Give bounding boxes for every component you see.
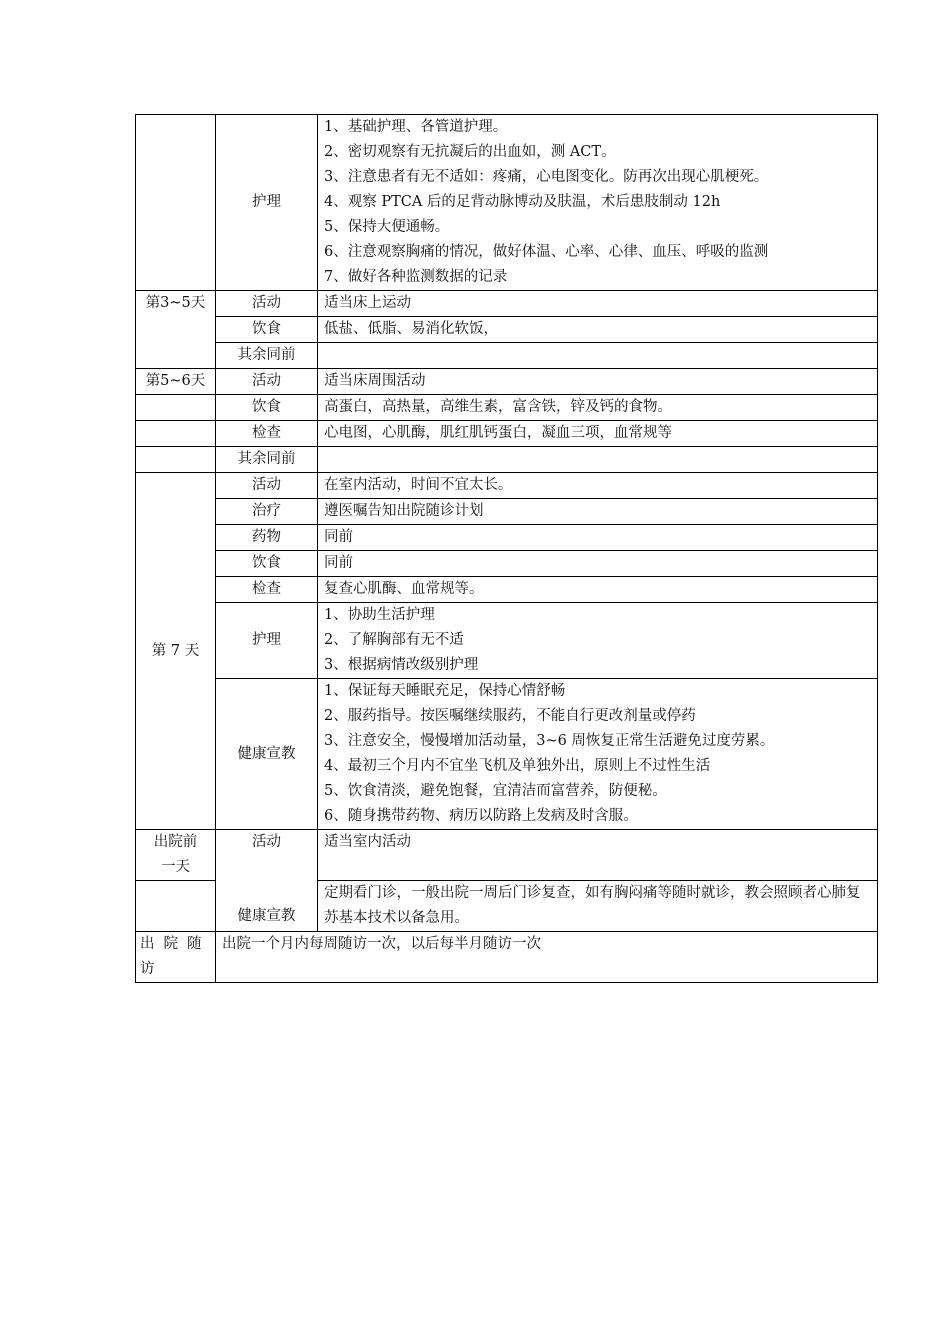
list-item: 3、根据病情改级别护理 bbox=[324, 657, 479, 673]
medication-content: 同前 bbox=[318, 525, 878, 551]
day-cell-empty bbox=[136, 447, 216, 473]
list-item: 5、保持大便通畅。 bbox=[324, 219, 450, 235]
health-education-content bbox=[318, 679, 878, 830]
table-row bbox=[136, 395, 878, 421]
activity-content: 适当床周围活动 bbox=[318, 369, 878, 395]
item-rest-same: 其余同前 bbox=[216, 447, 318, 473]
item-nursing: 护理 bbox=[216, 115, 318, 291]
day-label-line: 一天 bbox=[161, 859, 190, 875]
list-item: 2、了解胸部有无不适 bbox=[324, 632, 464, 648]
table-row bbox=[136, 525, 878, 551]
diet-content: 低盐、低脂、易消化软饭， bbox=[318, 317, 878, 343]
treatment-content: 遵医嘱告知出院随诊计划 bbox=[318, 499, 878, 525]
day-3-5: 第3~5天 bbox=[136, 291, 216, 369]
item-diet: 饮食 bbox=[216, 551, 318, 577]
table-row bbox=[136, 679, 878, 830]
item-activity: 活动 bbox=[216, 369, 318, 395]
activity-content: 适当床上运动 bbox=[318, 291, 878, 317]
list-item: 5、饮食清淡，避免饱餐，宜清洁而富营养，防便秘。 bbox=[324, 783, 667, 799]
items-cell bbox=[216, 830, 318, 932]
day-label-line: 出院前 bbox=[153, 834, 198, 850]
table-row bbox=[136, 447, 878, 473]
day-cell-empty bbox=[136, 421, 216, 447]
item-activity: 活动 bbox=[216, 291, 318, 317]
table-row bbox=[136, 291, 878, 317]
table-row bbox=[136, 603, 878, 679]
list-item: 3、注意安全，慢慢增加活动量，3~6 周恢复正常生活避免过度劳累。 bbox=[324, 733, 775, 749]
table-row bbox=[136, 499, 878, 525]
item-treatment: 治疗 bbox=[216, 499, 318, 525]
diet-content: 高蛋白，高热量，高维生素，富含铁，锌及钙的食物。 bbox=[318, 395, 878, 421]
list-item: 2、密切观察有无抗凝后的出血如，测 ACT。 bbox=[324, 144, 616, 160]
list-item: 1、协助生活护理 bbox=[324, 607, 435, 623]
table-row bbox=[136, 473, 878, 499]
check-content: 心电图，心肌酶，肌红肌钙蛋白，凝血三项，血常规等 bbox=[318, 421, 878, 447]
day-before-discharge bbox=[136, 830, 216, 881]
day-label-line: 访 bbox=[140, 961, 155, 977]
care-pathway-table bbox=[135, 114, 878, 983]
list-item: 6、注意观察胸痛的情况，做好体温、心率、心律、血压、呼吸的监测 bbox=[324, 244, 769, 260]
item-nursing: 护理 bbox=[216, 603, 318, 679]
table-row bbox=[136, 551, 878, 577]
table-row bbox=[136, 369, 878, 395]
list-item: 1、保证每天睡眠充足，保持心情舒畅 bbox=[324, 683, 566, 699]
table-row bbox=[136, 830, 878, 881]
item-diet: 饮食 bbox=[216, 395, 318, 421]
day-7: 第 7 天 bbox=[136, 473, 216, 830]
item-check: 检查 bbox=[216, 421, 318, 447]
item-check: 检查 bbox=[216, 577, 318, 603]
day-cell-empty bbox=[136, 395, 216, 421]
item-activity: 活动 bbox=[252, 834, 281, 850]
day-label-line: 出院随 bbox=[140, 936, 211, 952]
list-item: 2、服药指导。按医嘱继续服药，不能自行更改剂量或停药 bbox=[324, 708, 696, 724]
table-row bbox=[136, 343, 878, 369]
item-activity: 活动 bbox=[216, 473, 318, 499]
nursing-content bbox=[318, 603, 878, 679]
item-health-education: 健康宣教 bbox=[237, 908, 296, 924]
list-item: 4、观察 PTCA 后的足背动脉博动及肤温，术后患肢制动 12h bbox=[324, 194, 721, 210]
table-row bbox=[136, 932, 878, 983]
table-row bbox=[136, 421, 878, 447]
table-row bbox=[136, 577, 878, 603]
activity-content: 在室内活动，时间不宜太长。 bbox=[318, 473, 878, 499]
list-item: 3、注意患者有无不适如：疼痛，心电图变化。防再次出现心肌梗死。 bbox=[324, 169, 769, 185]
day-cell-empty bbox=[136, 881, 216, 932]
item-diet: 饮食 bbox=[216, 317, 318, 343]
diet-content: 同前 bbox=[318, 551, 878, 577]
day-5-6: 第5~6天 bbox=[136, 369, 216, 395]
item-health-education: 健康宣教 bbox=[216, 679, 318, 830]
table-row bbox=[136, 317, 878, 343]
health-education-content: 定期看门诊，一般出院一周后门诊复查，如有胸闷痛等随时就诊，教会照顾者心肺复苏基本技术以备急用。 bbox=[318, 881, 878, 932]
care-pathway-document bbox=[135, 114, 877, 983]
item-medication: 药物 bbox=[216, 525, 318, 551]
empty-cell bbox=[318, 447, 878, 473]
check-content: 复查心肌酶、血常规等。 bbox=[318, 577, 878, 603]
follow-up-content: 出院一个月内每周随访一次，以后每半月随访一次 bbox=[216, 932, 878, 983]
table-row bbox=[136, 115, 878, 291]
empty-cell bbox=[318, 343, 878, 369]
activity-content: 适当室内活动 bbox=[318, 830, 878, 881]
list-item: 4、最初三个月内不宜坐飞机及单独外出，原则上不过性生活 bbox=[324, 758, 711, 774]
item-rest-same: 其余同前 bbox=[216, 343, 318, 369]
list-item: 1、基础护理、各管道护理。 bbox=[324, 119, 508, 135]
list-item: 7、做好各种监测数据的记录 bbox=[324, 269, 508, 285]
nursing-content bbox=[318, 115, 878, 291]
list-item: 6、随身携带药物、病历以防路上发病及时含服。 bbox=[324, 808, 638, 824]
follow-up-label bbox=[136, 932, 216, 983]
day-cell-empty bbox=[136, 115, 216, 291]
